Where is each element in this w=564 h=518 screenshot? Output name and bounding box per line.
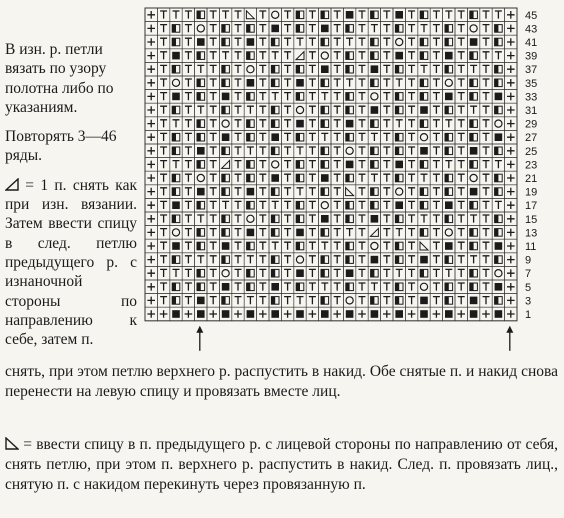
row-label: 3 xyxy=(525,295,532,308)
row-label: 1 xyxy=(525,309,532,321)
symbol2-label: = ввести спицу в п. предыдущего р. с лицевой стороны по направлению от себя, снять петлю, при этом п. верхнего р. распустить в накид. След. п. провязать лиц., снятую п. с накидом перекинуть через провязанную п. xyxy=(5,436,559,493)
row-label: 33 xyxy=(525,91,538,104)
row-label: 41 xyxy=(525,37,538,49)
row-label: 31 xyxy=(525,105,538,117)
slip-stitch-symbol-icon xyxy=(5,178,19,191)
row-label: 11 xyxy=(525,241,537,253)
row-label: 17 xyxy=(525,200,538,213)
symbol1-continuation: снять, при этом петлю верхнего р. распустить в накид. Обе снятые п. и накид снова перенести на левую спицу и провязать вместе лиц. xyxy=(5,363,558,400)
row-label: 39 xyxy=(525,50,538,63)
row-label: 5 xyxy=(525,281,532,294)
arrow-left-repeat xyxy=(196,326,203,351)
row-label: 43 xyxy=(525,23,538,36)
row-label: 25 xyxy=(525,145,538,158)
row-label: 13 xyxy=(525,227,538,240)
row-label: 29 xyxy=(525,118,538,131)
repeat-text: Повторять 3—46 ряды. xyxy=(5,128,117,165)
knitting-chart xyxy=(143,6,557,366)
symbol1-definition xyxy=(5,176,137,350)
chart-grid xyxy=(143,6,557,366)
lifted-stitch-symbol-icon xyxy=(5,437,19,450)
arrow-right-repeat xyxy=(506,326,513,351)
row-label: 45 xyxy=(525,9,538,22)
left-column xyxy=(5,40,137,349)
symbol2-definition xyxy=(5,435,558,495)
row-label: 19 xyxy=(525,186,538,199)
row-label: 27 xyxy=(525,132,538,145)
row-label: 35 xyxy=(525,77,538,90)
row-label: 37 xyxy=(525,64,538,77)
row-label: 21 xyxy=(525,173,538,185)
symbol1-label: = 1 п. снять как при изн. вязании. Затем ввести спицу в след. петлю предыдущего р. с изнаночной стороны по направлению к себе, затем п. xyxy=(5,176,137,349)
row-label: 23 xyxy=(525,159,538,172)
row-label: 9 xyxy=(525,254,532,267)
row-label: 7 xyxy=(525,268,532,281)
row-label: 15 xyxy=(525,213,538,226)
intro-text: В изн. р. петли вязать по узору полотна либо по указаниям. xyxy=(5,41,114,116)
